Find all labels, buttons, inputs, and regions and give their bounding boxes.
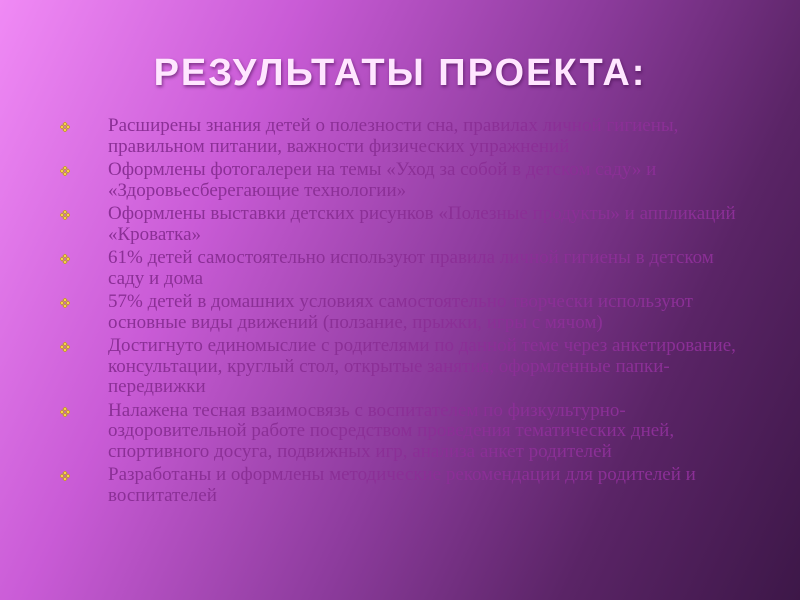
list-item-text: 57% детей в домашних условиях самостоятельно творчески используют основные виды движений (ползание, прыжки, игры с мячом) xyxy=(108,291,693,333)
diamond-bullet-icon xyxy=(60,471,70,481)
diamond-bullet-icon xyxy=(60,166,70,176)
list-item xyxy=(60,401,750,463)
list-item-text: 61% детей самостоятельно используют правила личной гигиены в детском саду и дома xyxy=(108,247,714,289)
list-item xyxy=(60,160,750,201)
list-item xyxy=(60,292,750,333)
list-item xyxy=(60,248,750,289)
list-item-text: Достигнуто единомыслие с родителями по данной теме через анкетирование, консультации, круглый стол, открытые занятия, оформленные папки-передвижки xyxy=(108,335,736,397)
list-item xyxy=(60,336,750,398)
results-list xyxy=(60,116,750,509)
diamond-bullet-icon xyxy=(60,254,70,264)
list-item xyxy=(60,204,750,245)
diamond-bullet-icon xyxy=(60,342,70,352)
list-item-text: Оформлены выставки детских рисунков «Полезные продукты» и аппликаций «Кроватка» xyxy=(108,203,736,245)
list-item-text: Расширены знания детей о полезности сна, правилах личной гигиены, правильном питании, важности физических упражнений xyxy=(108,115,679,157)
list-item-text: Налажена тесная взаимосвязь с воспитателем по физкультурно-оздоровительной работе посредством проведения тематических дней, спортивного досуга, подвижных игр, анализа анкет родителей xyxy=(108,399,675,462)
diamond-bullet-icon xyxy=(60,210,70,220)
list-item-text: Разработаны и оформлены методические рекомендации для родителей и воспитателей xyxy=(108,464,696,506)
diamond-bullet-icon xyxy=(60,298,70,308)
diamond-bullet-icon xyxy=(60,407,70,417)
slide-title: РЕЗУЛЬТАТЫ ПРОЕКТА: xyxy=(153,52,647,94)
list-item xyxy=(60,116,750,157)
list-item-text: Оформлены фотогалереи на темы «Уход за собой в детском саду» и «Здоровьесберегающие технологии» xyxy=(108,159,657,201)
diamond-bullet-icon xyxy=(60,122,70,132)
list-item xyxy=(60,465,750,506)
